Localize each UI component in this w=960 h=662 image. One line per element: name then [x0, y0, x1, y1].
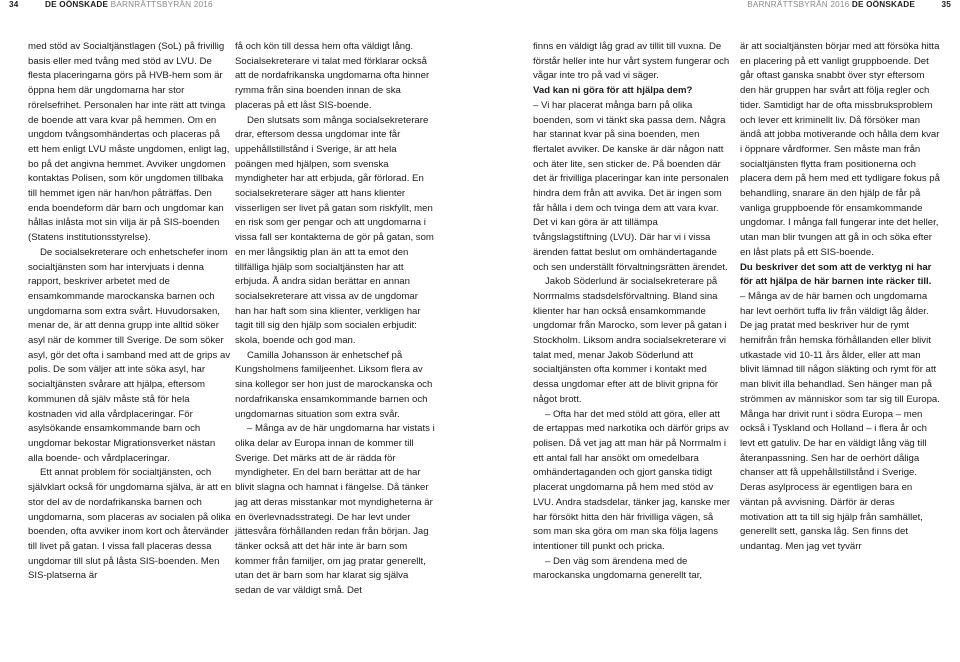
- text-column-3: [533, 40, 733, 584]
- body-paragraph: Jakob Söderlund är socialsekreterare på Norrmalms stadsdelsförvaltning. Bland sina klienter har han också ensamkommande ungdomar från Marocko, som lever på gatan i Stockholm. Liksom andra socialsekreterare vi talat med, menar Jakob Söderlund att socialtjänsten ofta kommer i kontakt med dessa ungdomar efter att de blivit gripna för något brott.: [533, 276, 727, 405]
- body-paragraph: är att socialtjänsten börjar med att försöka hitta en placering på ett vanligt gruppboende. Det går oftast ganska snabbt över styr eftersom den här gruppen har svårt att följa regler och tider. Samtidigt har de ofta missbruksproblem och lever ett kriminellt liv. Då försöker man ändå att jobba motiverande och hålla dem kvar i öppnare vårdformer. Sen måste man från socialtjänsten flytta fram positionerna och placera dem på hem med ett tydligare fokus på behandling, snarare än den hjälp de får på vanliga gruppboende för ensamkommande ungdomar. I många fall fungerar inte det heller, utan man blir tvungen att gå in och söka efter en låst plats på ett SIS-boende.: [740, 41, 940, 258]
- page-header-left: [9, 0, 213, 11]
- publisher-right: BARNRÄTTSBYRÅN 2016: [747, 0, 850, 9]
- body-paragraph: Ett annat problem för socialtjänsten, och självklart också för ungdomarna själva, är att en stor del av de nordafrikanska barnen och ungdomarna, som placeras av socialen på olika boenden, ofta avviker inom kort och återvänder till livet på gatan. I vissa fall placeras dessa ungdomar till slut på låsta SIS-boenden. Men SIS-platserna är: [28, 467, 232, 582]
- body-paragraph: De socialsekreterare och enhetschefer inom socialtjänsten som har intervjuats i denna rapport, beskriver arbetet med de ensamkommande marockanska barnen och ungdomarna som extra svårt. Huvudorsaken, menar de, är att denna grupp inte alltid söker asyl när de kommer till Sverige. De som söker asyl, gör det ofta i samband med att de grips av polis. De som väljer att inte söka asyl, har socialtjänsten svårare att hjälpa, eftersom kommunen då själv måste stå för hela kostnaden vid alla vårdplaceringar. För asylsökande ensamkommande barn och ungdomar bekostar Migrationsverket nästan alla boende- och vårdplaceringar.: [28, 246, 231, 464]
- body-paragraph: – Många av de här barnen och ungdomarna har levt oerhört tuffa liv från väldigt låg ålder. De jag pratat med beskriver hur de rymt hemifrån från hemska förhållanden eller blivit utkastade vid 10-11 års ålder, eller att man blivit lämnad till någon släkting och rymt för att man blivit illa behandlad. Sen hänger man på strömmen av människor som tar sig till Europa. Många har drivit runt i södra Europa – men också i Tyskland och Holland – i flera år och levt ett gatuliv. De har en väldigt lång väg till återanpassning. Sen har de oerhört dåliga chanser att få uppehållstillstånd i Sverige. Deras asylprocess är egentligen bara en väntan på avvisning. Därför är deras motivation att ta till sig hjälp från samhället, generellt sett, ganska låg. Sen finns det undantag. Men jag vet tyvärr: [740, 290, 940, 552]
- body-paragraph: med stöd av Socialtjänstlagen (SoL) på frivillig basis eller med tvång med stöd av LVU. De flesta placeringarna görs på HVB-hem som är öppna hem där ungdomarna har stor rörelsefrihet. Personalen har inte rätt att tvinga de boende att vara kvar på hemmen. Om en ungdom tvångsomhändertas och placeras på ett hem enligt LVU måste ungdomen, enligt lag, bo på det angivna hemmet. Avviker ungdomen kontaktas Polisen, som kör ungdomen tillbaka till hemmet igen när han/hon påträffas. Den enda boendeform där barn och ungdomar kan hållas inlåsta mot sin vilja är på SIS-boenden (Statens institutionsstyrelse).: [28, 41, 230, 244]
- publisher-left: BARNRÄTTSBYRÅN 2016: [110, 0, 213, 9]
- body-paragraph: få och kön till dessa hem ofta väldigt lång. Socialsekreterare vi talat med förklarar också att de nordafrikanska ungdomarna ofta hinner rymma från sina boenden innan de ska placeras på ett låst SIS-boende.: [235, 41, 430, 111]
- page-header-right: [747, 0, 951, 11]
- body-paragraph: Camilla Johansson är enhetschef på Kungsholmens familjeenhet. Liksom flera av sina kollegor ser hon just de marockanska och nordafrikanska ensamkommande barnen och ungdomarnas situation som extra svår.: [235, 349, 433, 420]
- text-column-4: [740, 40, 940, 555]
- body-paragraph: – Vi har placerat många barn på olika boenden, som vi tänkt ska passa dem. Några har stannat kvar på sina boenden, men flertalet avviker. De kanske är där någon natt och äter lite, sen sticker de. På boenden där det är frivilliga placeringar kan inte personalen hindra dem från att avvika. Det är ingen som får hålla i dem och tvinga dem att vara kvar. Det vi kan göra är att tillämpa tvångslagstiftning (LVU). Där har vi i vissa ärenden fattat beslut om omhändertagande och sen underställt förvaltningsrätten ärendet.: [533, 99, 729, 273]
- publication-title-left: DE OÖNSKADE: [45, 0, 109, 9]
- interview-question: Du beskriver det som att de verktyg ni har för att hjälpa de här barnen inte räcker till.: [740, 261, 932, 288]
- body-paragraph: – Den väg som ärendena med de marockanska ungdomarna generellt tar,: [533, 555, 703, 582]
- body-paragraph: – Ofta har det med stöld att göra, eller att de ertappas med narkotika och därför grips av polisen. Då vet jag att man här på Norrmalm i ett antal fall har ansökt om omedelbara omhändertaganden och gjort ganska tidigt placerat ungdomarna på hem med stöd av LVU. Andra stadsdelar, tänker jag, kanske mer har försökt hitta den här frivilliga vägen, så som man ska göra om man ska följa lagens intentioner till punkt och pricka.: [533, 408, 731, 552]
- publication-title-right: DE OÖNSKADE: [851, 0, 915, 9]
- text-column-1: [28, 40, 232, 584]
- body-paragraph: Den slutsats som många socialsekreterare drar, eftersom dessa ungdomar inte får uppehållstillstånd i Sverige, är att hela poängen med hjälpen, som svenska myndigheter har att erbjuda, går förlorad. En socialsekreterare säger att hans klienter visserligen ser livet på gatan som riskfyllt, men en risk som ger pengar och att ungdomarna i vissa fall ser kontakterna de gör på gatan, som en mer långsiktig plan än att ta emot den tillfälliga hjälp som socialtjänsten har att erbjuda. Å andra sidan berättar en annan socialsekreterare att vissa av de ungdomar han har haft som sina klienter, verkligen har tagit till sig den hjälp som socialen erbjudit: skola, boende och god man.: [235, 114, 434, 347]
- page-number-left: 34: [9, 0, 19, 9]
- page-number-right: 35: [941, 0, 951, 9]
- text-column-2: [235, 40, 435, 599]
- interview-question: Vad kan ni göra för att hjälpa dem?: [533, 85, 693, 97]
- body-paragraph: finns en väldigt låg grad av tillit till vuxna. De förstår heller inte hur vårt system fungerar och vågar inte tro på vad vi säger.: [533, 41, 730, 82]
- body-paragraph: – Många av de här ungdomarna har vistats i olika delar av Europa innan de kommer till Sverige. Det märks att de är rädda för myndigheter. En del barn berättar att de har blivit slagna och hamnat i fängelse. Då tänker jag att deras misstankar mot myndigheterna är en överlevnadsstrategi. De har levt under jättesvåra förhållanden redan från början. Jag tänker också att det här inte är barn som kommer från familjer, om jag pratar generellt, utan det är barn som har klarat sig själva sedan de var väldigt små. Det: [235, 423, 435, 597]
